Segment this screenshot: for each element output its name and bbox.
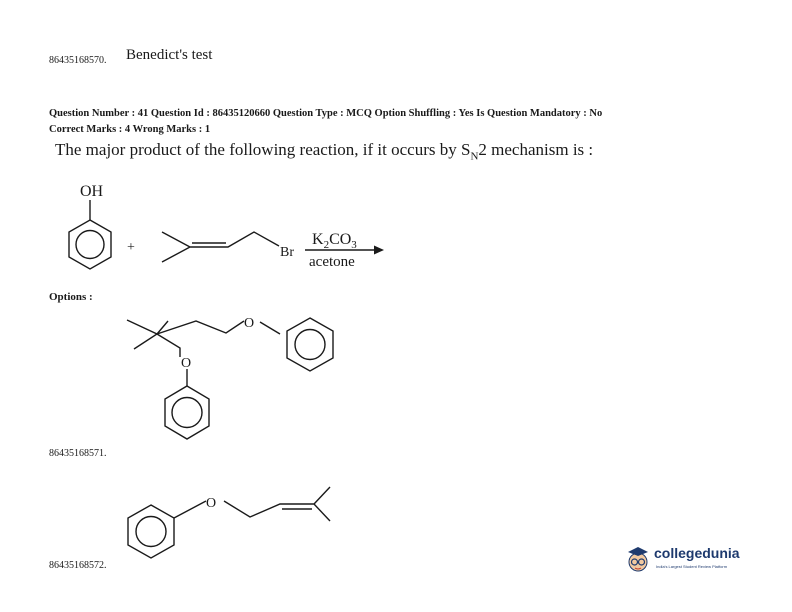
reaction-plus: + — [127, 240, 135, 255]
option1-phenyl-aromatic-circle — [172, 398, 202, 428]
question-meta-line1: Question Number : 41 Question Id : 86435120660 Question Type : MCQ Option Shuffling : Yes Is Question Mandatory : No — [49, 108, 603, 119]
reaction-reagent-top: $K_2CO_3$ — [312, 231, 357, 251]
option1-o-label-2: O — [181, 356, 192, 371]
option1-chain — [127, 320, 244, 357]
option2-chain — [174, 487, 330, 521]
previous-option-id: 86435168570. — [49, 55, 107, 66]
mascot-logo-icon — [625, 544, 651, 574]
watermark-tagline: India's Largest Student Review Platform — [656, 564, 728, 569]
question-text-subscript: N — [470, 150, 479, 163]
question-text-part1: The major product of the following reaction, if it occurs by S — [55, 140, 471, 159]
reaction-reagent-bottom: acetone — [309, 254, 355, 270]
option2-phenyl-ring — [128, 505, 174, 558]
watermark-brand: collegedunia — [654, 545, 740, 561]
watermark — [625, 542, 759, 578]
options-label: Options : — [49, 291, 93, 303]
option2-id: 86435168572. — [49, 560, 107, 571]
reaction-arrowhead — [374, 246, 384, 255]
previous-option-text: Benedict's test — [126, 47, 213, 63]
option2-phenyl-aromatic-circle — [136, 517, 166, 547]
option1-o-label-1: O — [244, 316, 255, 331]
option1-ring-o-bond — [260, 322, 280, 334]
prenyl-bromide-chain — [162, 232, 279, 262]
option2-o-label: O — [206, 496, 217, 511]
question-text-part2: 2 mechanism is : — [478, 140, 594, 159]
option1-right-ring-aromatic-circle — [295, 330, 325, 360]
phenol-ring-aromatic-circle — [76, 231, 104, 259]
question-meta-line2: Correct Marks : 4 Wrong Marks : 1 — [49, 124, 211, 135]
reaction-oh-label: OH — [80, 183, 104, 200]
option1-right-ring — [287, 318, 333, 371]
reaction-br-label: Br — [280, 245, 294, 260]
option1-id: 86435168571. — [49, 448, 107, 459]
